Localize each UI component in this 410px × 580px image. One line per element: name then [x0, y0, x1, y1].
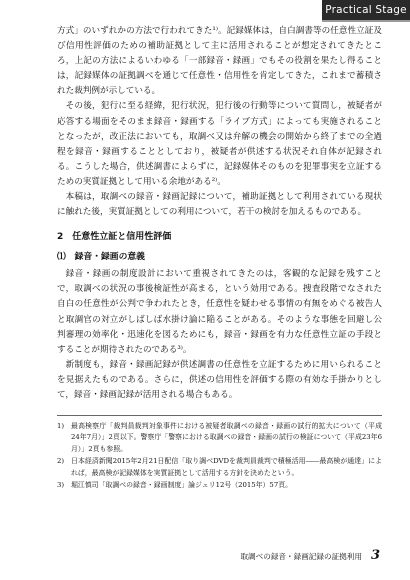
footnote-number: 1) [57, 422, 65, 431]
footnote [57, 421, 382, 455]
paragraph: 方式」のいずれかの方法で行われてきた¹⁾。記録媒体は，自白調書等の任意性立証及び信用性評価のための補助証拠として主に活用されることが想定されてきたところ，上記の方法によるいわゆる「一部録音・録画」でもその役割を果たし得ることは，記録媒体の証拠調べを通じて任意性・信用性を肯定してきた，これまで蓄積された裁判例が示している。 [57, 26, 382, 97]
paragraph: 新制度も，録音・録画記録が供述調書の任意性を立証するために用いられることを見据えたものである。さらに，供述の信用性を評価する際の有効な手掛かりとして，録音・録画記録が活用される場合もある。 [57, 359, 382, 400]
section-heading: 2 任意性立証と信用性評価 [57, 232, 172, 243]
footnote-number: 2) [57, 457, 65, 466]
section-tab: Practical Stage [322, 0, 410, 20]
footnote-divider [57, 415, 382, 416]
running-title: 取調べの録音・録画記録の証拠利用 [240, 552, 362, 561]
subsection-heading: ⑴ 録音・録画の意義 [57, 252, 145, 263]
paragraph: 録音・録画の制度設計において重視されてきたのは，客観的な記録を残すことで，取調べの状況の事後検証性が高まる，という効用である。捜査段階でなされた自白の任意性が公判で争われたとき，任意性を疑わせる事情の有無をめぐる被告人と取調官の対立がしばしば水掛け論に陥ることがある。そのような事態を回避し公判審理の効率化・迅速化を図るためにも，録音・録画を有力な任意性立証の手段とすることが期待されたのである³⁾。 [57, 269, 382, 355]
footnote-text: 最高検察庁「裁判員裁判対象事件における被疑者取調べの録音・録画の試行的拡大について（平成24年7月）」2頁以下。警察庁「警察における取調べの録音・録画の試行の検証について（平成23年6月）」2頁も参照。 [71, 422, 382, 453]
footnote-text: 日本経済新聞2015年2月21日配信「取り調べDVDを裁判員裁判で積極活用――最高検が通達」によれば，最高検が記録媒体を実質証拠として活用する方針を決めたという。 [71, 457, 382, 477]
footnote [57, 456, 382, 479]
paragraph: その後，犯行に至る経緯，犯行状況，犯行後の行動等について質問し，被疑者が応答する場面をそのまま録音・録画する「ライブ方式」によっても実施されることとなったが，改正法においても，取調べ又は弁解の機会の開始から終了までの全過程を録音・録画することとしており，被疑者が供述する状況それ自体が記録される。こうした場合，供述調書によらずに，記録媒体そのものを犯罪事実を立証するための実質証拠として用いる余地がある²⁾。 [57, 101, 382, 187]
page-footer [200, 548, 380, 563]
page-number: 3 [370, 548, 380, 563]
article-body [57, 24, 382, 493]
footnote-number: 3) [57, 481, 65, 490]
tab-rule [322, 20, 410, 22]
footnote-text: 堀江慎司「取調べの録音・録画制度」論ジュリ12号（2015年）57頁。 [71, 481, 292, 490]
footnote [57, 480, 382, 491]
paragraph: 本稿は，取調べの録音・録画記録について，補助証拠として利用されている現状に触れた後，実質証拠としての利用について，若干の検討を加えるものである。 [57, 192, 382, 218]
